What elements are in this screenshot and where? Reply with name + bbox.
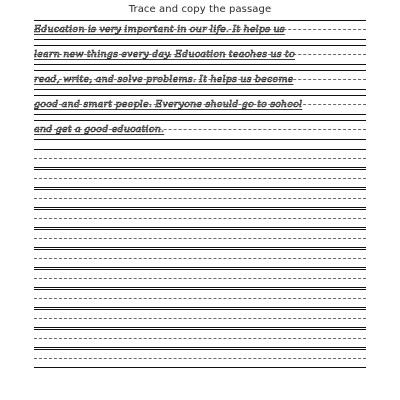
midline (34, 298, 366, 299)
top-line (34, 169, 366, 170)
baseline (34, 327, 366, 328)
top-line (34, 309, 366, 310)
practice-row[interactable] (34, 209, 366, 229)
midline (34, 278, 366, 279)
midline (34, 178, 366, 179)
top-line (34, 249, 366, 250)
top-line (34, 70, 366, 71)
baseline (34, 139, 366, 140)
trace-row (34, 70, 366, 95)
baseline (34, 187, 366, 188)
midline (34, 318, 366, 319)
trace-row (34, 95, 366, 120)
top-line (34, 149, 366, 150)
baseline (34, 247, 366, 248)
practice-row[interactable] (34, 149, 366, 169)
midline (34, 218, 366, 219)
practice-row[interactable] (34, 309, 366, 329)
baseline (34, 227, 366, 228)
top-line (34, 45, 366, 46)
top-line (34, 349, 366, 350)
baseline (34, 167, 366, 168)
baseline (34, 207, 366, 208)
top-line (34, 269, 366, 270)
trace-text: and get a good education. (34, 124, 165, 135)
baseline (34, 367, 366, 368)
trace-row (34, 120, 366, 145)
practice-row[interactable] (34, 289, 366, 309)
trace-text: read, write, and solve problems. It helps us become (34, 74, 294, 85)
baseline (34, 89, 366, 90)
midline (34, 158, 366, 159)
top-line (34, 189, 366, 190)
baseline (34, 347, 366, 348)
top-line (34, 95, 366, 96)
trace-text: Education is very important in our life. It helps us (34, 24, 285, 35)
baseline (34, 287, 366, 288)
baseline (34, 64, 366, 65)
worksheet-title: Trace and copy the passage (128, 4, 272, 15)
baseline (34, 39, 366, 40)
top-line (34, 20, 366, 21)
trace-row (34, 45, 366, 70)
midline (34, 338, 366, 339)
baseline (34, 267, 366, 268)
midline (34, 258, 366, 259)
practice-row[interactable] (34, 269, 366, 289)
practice-row[interactable] (34, 229, 366, 249)
midline (34, 198, 366, 199)
baseline (34, 307, 366, 308)
handwriting-rows (34, 20, 366, 369)
top-line (34, 209, 366, 210)
trace-text: good and smart people. Everyone should go to school (34, 99, 303, 110)
top-line (34, 289, 366, 290)
practice-row[interactable] (34, 349, 366, 369)
top-line (34, 229, 366, 230)
practice-row[interactable] (34, 329, 366, 349)
trace-row (34, 20, 366, 45)
top-line (34, 120, 366, 121)
top-line (34, 329, 366, 330)
trace-text: learn new things every day. Education teaches us to (34, 49, 295, 60)
practice-row[interactable] (34, 169, 366, 189)
midline (34, 358, 366, 359)
practice-row[interactable] (34, 249, 366, 269)
practice-row[interactable] (34, 189, 366, 209)
baseline (34, 114, 366, 115)
midline (34, 238, 366, 239)
